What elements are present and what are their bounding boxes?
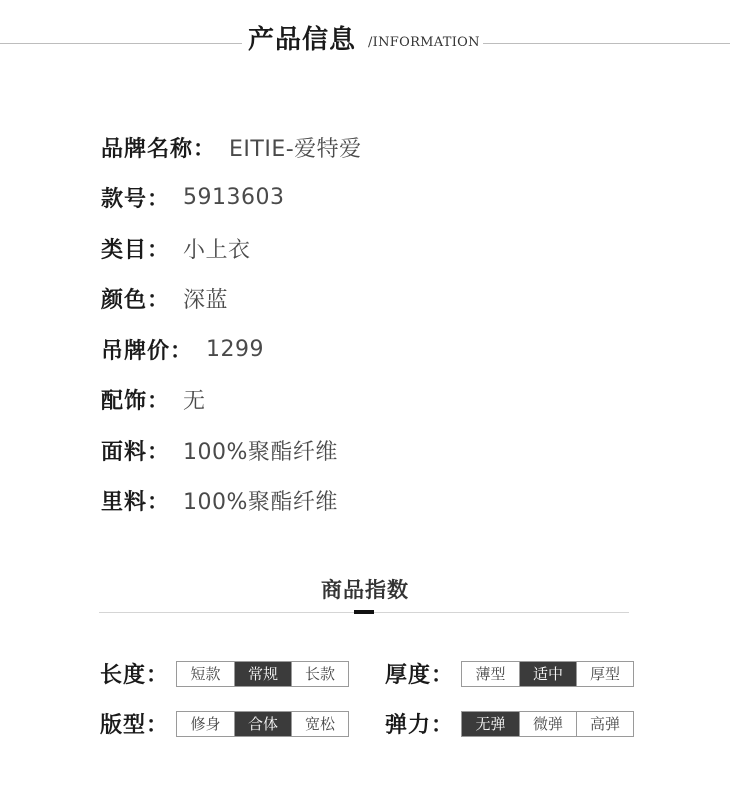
index-option: 厚型: [576, 662, 633, 686]
index-options: [461, 711, 634, 737]
info-colon: ：: [147, 389, 170, 415]
product-info-list: [101, 122, 362, 526]
header-divider-right: [483, 43, 730, 44]
index-option: 长款: [291, 662, 348, 686]
index-group-thickness: [385, 658, 634, 689]
index-options: [176, 661, 349, 687]
info-colon: ：: [170, 338, 193, 364]
index-colon: ：: [431, 663, 454, 688]
info-value: 100%聚酯纤维: [183, 439, 338, 465]
index-option: 修身: [190, 714, 221, 733]
info-label: 里料: [101, 490, 148, 516]
info-colon: ：: [193, 136, 216, 162]
info-value: 5913603: [183, 185, 285, 211]
header-divider-left: [0, 43, 242, 44]
index-option-selected: 常规: [234, 662, 291, 686]
info-label: 颜色: [101, 288, 148, 314]
info-value: 100%聚酯纤维: [183, 490, 338, 516]
info-colon: ：: [147, 187, 170, 213]
info-label: 配饰: [101, 389, 148, 415]
index-group-elasticity: [385, 708, 634, 739]
info-value: 小上衣: [183, 237, 251, 263]
info-value: EITIE-爱特爱: [229, 136, 362, 162]
info-row-color: [101, 274, 362, 325]
info-row-style-number: [101, 173, 362, 224]
info-label: 面料: [101, 439, 148, 465]
info-row-lining: [101, 476, 362, 527]
index-colon: ：: [146, 713, 169, 738]
index-options: [176, 711, 349, 737]
info-label: 款号: [101, 187, 148, 213]
info-row-category: [101, 223, 362, 274]
index-section-accent-bar: [354, 610, 374, 614]
index-group-fit: [100, 708, 349, 739]
info-row-brand: [101, 122, 362, 173]
index-colon: ：: [431, 713, 454, 738]
info-row-accessories: [101, 375, 362, 426]
index-label: 弹力: [385, 713, 432, 738]
index-option: 短款: [190, 664, 221, 683]
index-option: 薄型: [475, 664, 506, 683]
info-label: 吊牌价: [101, 338, 171, 364]
info-colon: ：: [147, 288, 170, 314]
info-colon: ：: [147, 439, 170, 465]
info-label: 类目: [101, 237, 148, 263]
info-value: 深蓝: [183, 288, 229, 314]
index-colon: ：: [146, 663, 169, 688]
index-label: 长度: [100, 663, 147, 688]
page-subtitle: /INFORMATION: [368, 35, 480, 50]
index-options: [461, 661, 634, 687]
index-option: 宽松: [291, 712, 348, 736]
index-label: 厚度: [385, 663, 432, 688]
info-value: 1299: [206, 336, 265, 362]
page-title: 产品信息: [248, 25, 357, 55]
info-colon: ：: [147, 490, 170, 516]
index-option-selected: 适中: [519, 662, 576, 686]
index-option-selected: 无弹: [462, 712, 519, 736]
info-colon: ：: [147, 237, 170, 263]
index-group-length: [100, 658, 349, 689]
index-section-title: 商品指数: [321, 578, 409, 602]
info-row-fabric: [101, 425, 362, 476]
info-row-tag-price: [101, 324, 362, 375]
index-option-selected: 合体: [234, 712, 291, 736]
index-option: 微弹: [519, 712, 576, 736]
info-label: 品牌名称: [101, 136, 194, 162]
index-label: 版型: [100, 713, 147, 738]
index-option: 高弹: [576, 712, 633, 736]
info-value: 无: [183, 389, 206, 415]
